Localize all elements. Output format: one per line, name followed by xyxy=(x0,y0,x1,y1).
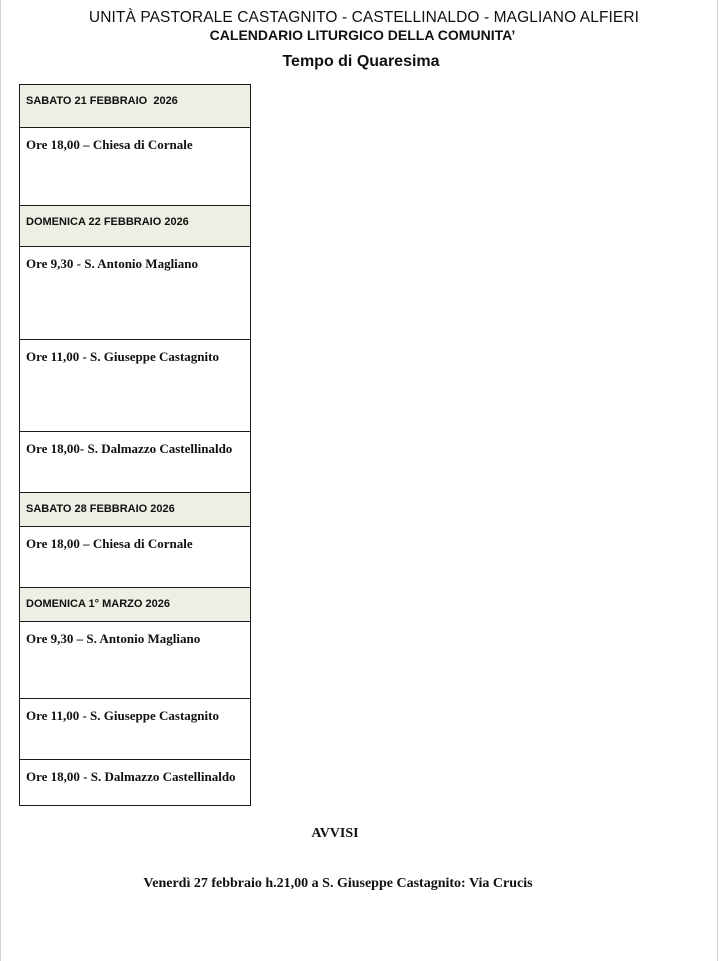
mass-row xyxy=(20,432,250,493)
date-label: SABATO 28 FEBBRAIO 2026 xyxy=(26,503,175,515)
mass-time-location: Ore 18,00- S. Dalmazzo Castellinaldo xyxy=(26,441,233,456)
date-row xyxy=(20,588,250,622)
mass-time-location: Ore 9,30 - S. Antonio Magliano xyxy=(26,256,199,271)
date-row xyxy=(20,85,250,128)
date-label: DOMENICA 22 FEBBRAIO 2026 xyxy=(26,216,189,228)
notice-item: Venerdì 27 febbraio h.21,00 a S. Giuseppe Castagnito: Via Crucis xyxy=(143,876,533,891)
mass-row xyxy=(20,699,250,760)
date-row xyxy=(20,206,250,247)
notices-heading: AVVISI xyxy=(311,826,359,841)
mass-time-location: Ore 18,00 - S. Dalmazzo Castellinaldo xyxy=(26,769,236,784)
date-label: SABATO 21 FEBBRAIO 2026 xyxy=(26,95,178,107)
date-label: DOMENICA 1° MARZO 2026 xyxy=(26,598,170,610)
mass-row xyxy=(20,247,250,340)
schedule-table xyxy=(19,84,251,806)
mass-row xyxy=(20,527,250,588)
mass-time-location: Ore 18,00 – Chiesa di Cornale xyxy=(26,536,193,551)
mass-time-location: Ore 9,30 – S. Antonio Magliano xyxy=(26,631,201,646)
calendar-title: CALENDARIO LITURGICO DELLA COMUNITA’ xyxy=(209,27,516,43)
parish-unit-title: UNITÀ PASTORALE CASTAGNITO - CASTELLINALDO - MAGLIANO ALFIERI xyxy=(88,9,640,26)
mass-time-location: Ore 18,00 – Chiesa di Cornale xyxy=(26,137,193,152)
mass-row xyxy=(20,128,250,206)
season-title: Tempo di Quaresima xyxy=(282,53,440,70)
mass-time-location: Ore 11,00 - S. Giuseppe Castagnito xyxy=(26,349,219,364)
date-row xyxy=(20,493,250,527)
mass-row xyxy=(20,340,250,432)
mass-row xyxy=(20,760,250,805)
document-header xyxy=(1,9,720,71)
mass-row xyxy=(20,622,250,699)
mass-time-location: Ore 11,00 - S. Giuseppe Castagnito xyxy=(26,708,219,723)
